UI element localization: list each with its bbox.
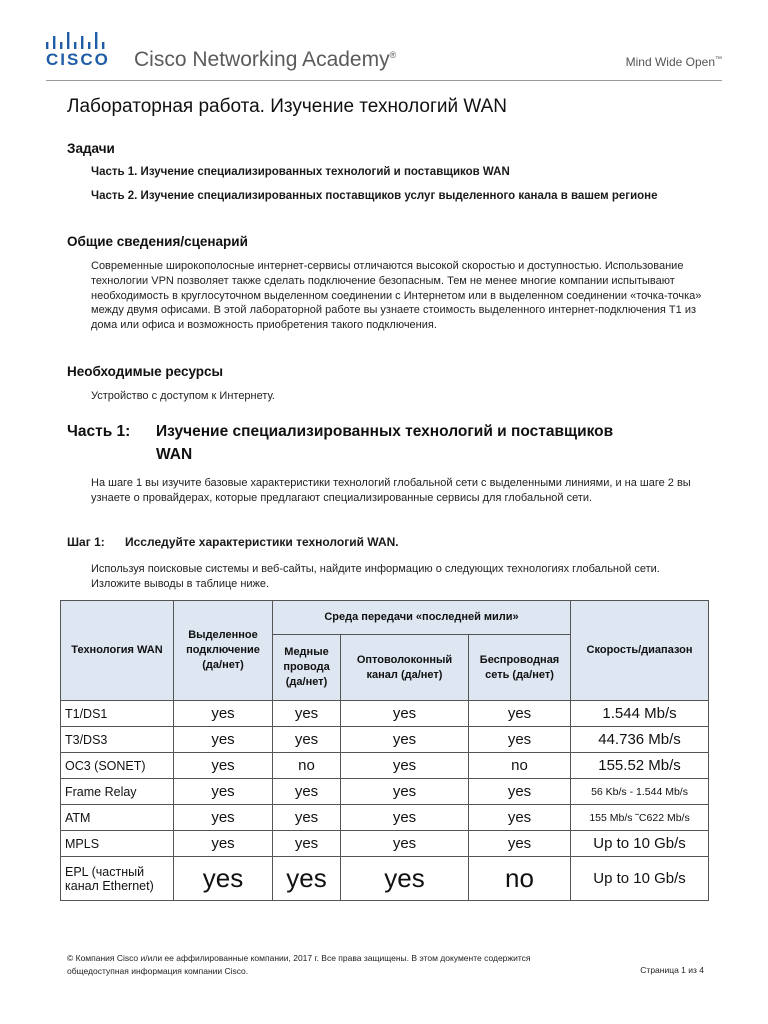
cell-speed: 1.544 Mb/s: [571, 701, 709, 727]
cell-copper: yes: [273, 831, 341, 857]
header-dedicated: Выделенное подключение (да/нет): [174, 601, 273, 701]
cell-technology: T1/DS1: [61, 701, 174, 727]
cisco-logo: [46, 30, 116, 70]
cell-technology: ATM: [61, 805, 174, 831]
tagline: Mind Wide Open™: [625, 55, 722, 69]
header-fiber: Оптоволоконный канал (да/нет): [341, 635, 469, 701]
wan-technologies-table: [60, 600, 709, 901]
cell-wireless: yes: [469, 805, 571, 831]
cell-copper: yes: [273, 701, 341, 727]
part1-heading: Часть 1: Изучение специализированных технологий и поставщиков WAN: [67, 423, 614, 463]
tasks-heading: Задачи: [67, 141, 115, 156]
document-title: Лабораторная работа. Изучение технологий WAN: [67, 96, 508, 117]
header-rule: [46, 80, 722, 81]
cell-speed: 44.736 Mb/s: [571, 727, 709, 753]
cell-copper: yes: [273, 857, 341, 901]
cell-fiber: yes: [341, 701, 469, 727]
page-header: [0, 0, 768, 80]
task-part-1: Часть 1. Изучение специализированных технологий и поставщиков WAN: [91, 166, 510, 178]
cell-fiber: yes: [341, 779, 469, 805]
background-heading: Общие сведения/сценарий: [67, 234, 248, 249]
cell-dedicated: yes: [174, 831, 273, 857]
table-row: [61, 831, 709, 857]
cell-wireless: yes: [469, 727, 571, 753]
cell-speed: 155 Mb/s ˜C622 Mb/s: [571, 805, 709, 831]
cell-fiber: yes: [341, 831, 469, 857]
cell-technology: OC3 (SONET): [61, 753, 174, 779]
cell-fiber: yes: [341, 727, 469, 753]
table-row: [61, 857, 709, 901]
cell-dedicated: yes: [174, 805, 273, 831]
cell-wireless: yes: [469, 779, 571, 805]
part1-text: На шаге 1 вы изучите базовые характеристики технологий глобальной сети с выделенными линиями, и на шаге 2 вы узнаете о провайдерах, которые предлагают специализированные сервисы для глобальной сети.: [91, 477, 691, 504]
cell-fiber: yes: [341, 805, 469, 831]
cell-speed: 56 Kb/s - 1.544 Mb/s: [571, 779, 709, 805]
cell-dedicated: yes: [174, 727, 273, 753]
cell-technology: T3/DS3: [61, 727, 174, 753]
header-wireless: Беспроводная сеть (да/нет): [469, 635, 571, 701]
task-part-2: Часть 2. Изучение специализированных поставщиков услуг выделенного канала в вашем регионе: [91, 190, 658, 202]
table-row: [61, 727, 709, 753]
table-row: [61, 753, 709, 779]
cell-wireless: yes: [469, 831, 571, 857]
cisco-wordmark: CISCO: [46, 50, 110, 69]
cell-fiber: yes: [341, 857, 469, 901]
cell-wireless: no: [469, 857, 571, 901]
cell-technology: EPL (частный канал Ethernet): [61, 857, 174, 901]
header-copper: Медные провода (да/нет): [273, 635, 341, 701]
cell-dedicated: yes: [174, 701, 273, 727]
background-text: Современные широкополосные интернет-сервисы отличаются высокой скоростью и доступностью. Использование технологии VPN позволяет также сделать подключение безопасным. Тем не менее многие компании испытывают необходимость в круглосуточном выделенном соединении с Интернетом или в выделенном соединении «точка-точка» между двумя офисами. В этой лабораторной работе вы узнаете стоимость выделенного интернет-подключения T1 из дома или офиса и возможность приобретения такого подключения.: [91, 260, 702, 332]
table-row: [61, 779, 709, 805]
cell-fiber: yes: [341, 753, 469, 779]
table-row: [61, 701, 709, 727]
cell-speed: Up to 10 Gb/s: [571, 857, 709, 901]
cell-wireless: yes: [469, 701, 571, 727]
cell-speed: 155.52 Mb/s: [571, 753, 709, 779]
table-row: [61, 805, 709, 831]
footer-copyright: © Компания Cisco и/или ее аффилированные компании, 2017 г. Все права защищены. В этом документе содержится общедоступная информация компании Cisco.: [67, 953, 531, 976]
cisco-bridge-icon: [46, 30, 112, 52]
header-speed: Скорость/диапазон: [571, 601, 709, 701]
cell-technology: MPLS: [61, 831, 174, 857]
cell-copper: no: [273, 753, 341, 779]
cell-wireless: no: [469, 753, 571, 779]
cell-speed: Up to 10 Gb/s: [571, 831, 709, 857]
step1-text: Используя поисковые системы и веб-сайты, найдите информацию о следующих технологиях глобальной сети. Изложите выводы в таблице ниже.: [91, 563, 660, 590]
academy-name: Cisco Networking Academy®: [134, 48, 397, 71]
resources-text: Устройство с доступом к Интернету.: [91, 390, 275, 402]
header-last-mile: Среда передачи «последней мили»: [273, 601, 571, 635]
cell-dedicated: yes: [174, 753, 273, 779]
header-technology: Технология WAN: [61, 601, 174, 701]
step1-heading: Шаг 1: Исследуйте характеристики технологий WAN.: [67, 535, 399, 549]
resources-heading: Необходимые ресурсы: [67, 364, 224, 379]
cell-copper: yes: [273, 727, 341, 753]
cell-dedicated: yes: [174, 857, 273, 901]
cell-technology: Frame Relay: [61, 779, 174, 805]
cell-copper: yes: [273, 779, 341, 805]
cell-copper: yes: [273, 805, 341, 831]
cell-dedicated: yes: [174, 779, 273, 805]
footer-page-number: Страница 1 из 4: [640, 965, 704, 975]
